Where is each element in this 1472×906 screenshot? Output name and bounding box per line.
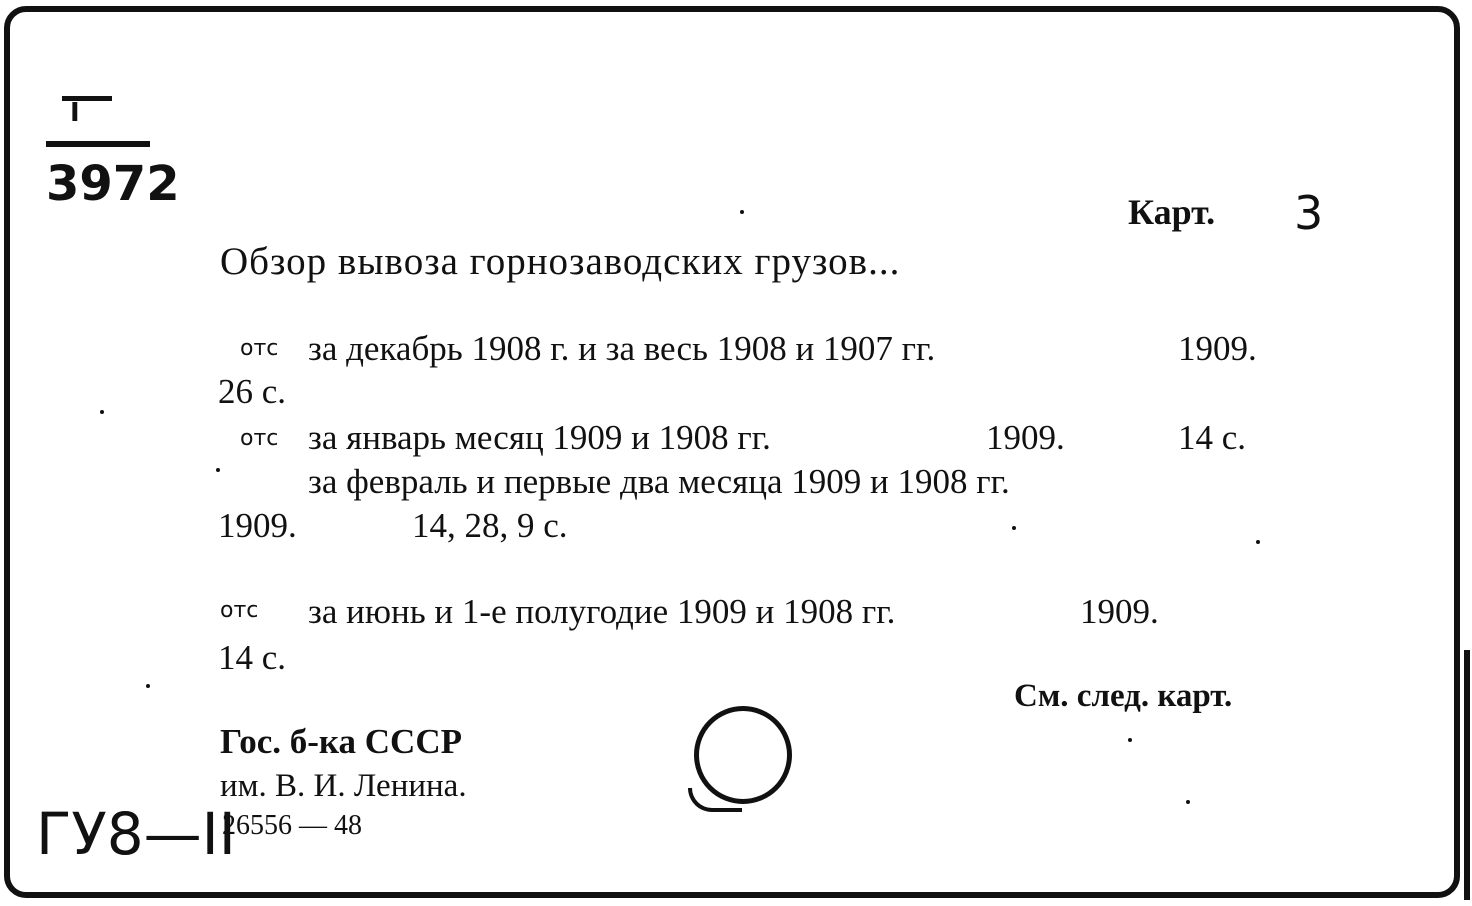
speck: [1186, 800, 1190, 804]
record-title: Обзор вывоза горнозаводских грузов...: [220, 240, 901, 283]
shelfmark-rule: [46, 141, 150, 147]
card-label: Карт.: [1128, 192, 1216, 232]
entry-1-year: 1909.: [1178, 329, 1257, 368]
entry-3-text: за февраль и первые два месяца 1909 и 1908 гг.: [308, 462, 1010, 501]
speck: [1256, 540, 1260, 544]
entry-3-pages: 14, 28, 9 с.: [412, 506, 568, 545]
entry-4-year: 1909.: [1080, 592, 1159, 631]
handwritten-code: ГУ8—II: [36, 800, 236, 868]
library-name: Гос. б-ка СССР: [220, 722, 462, 761]
library-name-line2: им. В. И. Ленина.: [220, 768, 467, 804]
entry-4-pages: 14 с.: [218, 638, 287, 677]
entry-4-prefix: отс: [220, 598, 259, 623]
shelfmark-top: I: [70, 98, 80, 128]
speck: [1128, 738, 1132, 742]
entry-4-text: за июнь и 1-е полугодие 1909 и 1908 гг.: [308, 592, 896, 631]
entry-1-prefix: отс: [240, 336, 279, 361]
entry-2-text: за январь месяц 1909 и 1908 гг.: [308, 418, 771, 457]
entry-1-text: за декабрь 1908 г. и за весь 1908 и 1907 гг.: [308, 329, 936, 368]
entry-2-pages: 14 с.: [1178, 418, 1247, 457]
speck: [146, 684, 150, 688]
entry-1-pages: 26 с.: [218, 372, 287, 411]
entry-2-prefix: отс: [240, 426, 279, 451]
see-next-card: См. след. карт.: [1014, 678, 1233, 714]
entry-2-year: 1909.: [986, 418, 1065, 457]
shelfmark-bottom: 3972: [46, 156, 180, 212]
card-number-handwritten: 3: [1294, 186, 1324, 240]
entry-3-year: 1909.: [218, 506, 297, 545]
speck: [100, 410, 104, 414]
print-code: 26556 — 48: [222, 810, 362, 841]
speck: [216, 468, 220, 472]
speck: [1012, 526, 1016, 530]
card-edge-mark: [1464, 650, 1470, 900]
speck: [740, 210, 744, 214]
